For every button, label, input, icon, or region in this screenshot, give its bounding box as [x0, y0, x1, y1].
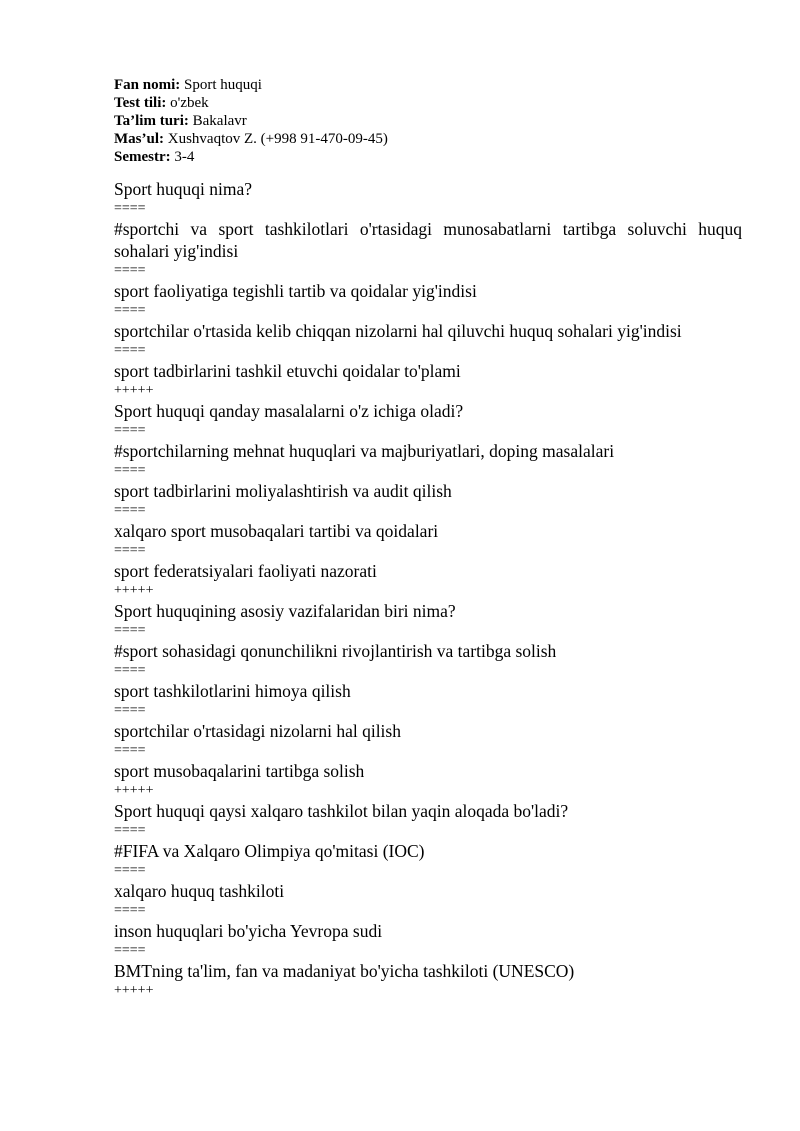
answer-option: xalqaro huquq tashkiloti	[114, 881, 285, 901]
test-questions	[114, 178, 742, 1000]
answer-option: inson huquqlari bo'yicha Yevropa sudi	[114, 921, 383, 941]
header-field-subject	[114, 76, 742, 94]
answer-separator: ====	[114, 743, 146, 758]
answer-option: sport tashkilotlarini himoya qilish	[114, 681, 351, 701]
question-separator: +++++	[114, 983, 154, 998]
answer-option: sport tadbirlarini moliyalashtirish va audit qilish	[114, 481, 452, 501]
header-field-responsible	[114, 130, 742, 148]
question-text: Sport huquqi qaysi xalqaro tashkilot bilan yaqin aloqada bo'ladi?	[114, 801, 569, 821]
answer-separator: ====	[114, 343, 146, 358]
answer-option: #sportchilarning mehnat huquqlari va majburiyatlari, doping masalalari	[114, 441, 615, 461]
question-text: Sport huquqining asosiy vazifalaridan biri nima?	[114, 601, 456, 621]
header-field-education-type	[114, 112, 742, 130]
answer-option: sport federatsiyalari faoliyati nazorati	[114, 561, 377, 581]
answer-option: sportchilar o'rtasidagi nizolarni hal qilish	[114, 721, 401, 741]
question-separator: +++++	[114, 583, 154, 598]
answer-option: #sportchi va sport tashkilotlari o'rtasidagi munosabatlarni tartibga soluvchi huquq sohalari yig'indisi	[114, 219, 742, 261]
question-block	[114, 400, 742, 600]
header-field-semester	[114, 148, 742, 166]
question-block	[114, 800, 742, 1000]
answer-option: #FIFA va Xalqaro Olimpiya qo'mitasi (IOC)	[114, 841, 425, 861]
answer-option: sport tadbirlarini tashkil etuvchi qoidalar to'plami	[114, 361, 461, 381]
answer-option: sport faoliyatiga tegishli tartib va qoidalar yig'indisi	[114, 281, 477, 301]
question-text: Sport huquqi qanday masalalarni o'z ichiga oladi?	[114, 401, 464, 421]
field-label: Ta’lim turi:	[114, 113, 189, 129]
field-label: Mas’ul:	[114, 131, 164, 147]
answer-option: sportchilar o'rtasida kelib chiqqan nizolarni hal qiluvchi huquq sohalari yig'indisi	[114, 321, 682, 341]
question-block	[114, 600, 742, 800]
question-separator: +++++	[114, 783, 154, 798]
question-separator: +++++	[114, 383, 154, 398]
answer-separator: ====	[114, 903, 146, 918]
answer-separator: ====	[114, 463, 146, 478]
answer-separator: ====	[114, 943, 146, 958]
field-value: 3-4	[174, 149, 195, 165]
answer-separator: ====	[114, 703, 146, 718]
answer-separator: ====	[114, 823, 146, 838]
field-value: o'zbek	[170, 95, 209, 111]
document-page	[114, 76, 742, 1000]
answer-separator: ====	[114, 623, 146, 638]
answer-option: xalqaro sport musobaqalari tartibi va qoidalari	[114, 521, 439, 541]
field-label: Fan nomi:	[114, 77, 181, 93]
header-field-language	[114, 94, 742, 112]
field-value: Xushvaqtov Z. (+998 91-470-09-45)	[167, 131, 388, 147]
answer-separator: ====	[114, 503, 146, 518]
question-text: Sport huquqi nima?	[114, 179, 253, 199]
answer-separator: ====	[114, 663, 146, 678]
field-value: Sport huquqi	[184, 77, 262, 93]
answer-separator: ====	[114, 303, 146, 318]
question-block	[114, 178, 742, 400]
answer-separator: ====	[114, 423, 146, 438]
field-label: Test tili:	[114, 95, 167, 111]
answer-option: #sport sohasidagi qonunchilikni rivojlantirish va tartibga solish	[114, 641, 557, 661]
document-header	[114, 76, 742, 166]
answer-separator: ====	[114, 201, 146, 216]
answer-separator: ====	[114, 863, 146, 878]
answer-option: sport musobaqalarini tartibga solish	[114, 761, 365, 781]
answer-separator: ====	[114, 543, 146, 558]
answer-separator: ====	[114, 263, 146, 278]
field-value: Bakalavr	[192, 113, 247, 129]
field-label: Semestr:	[114, 149, 171, 165]
answer-option: BMTning ta'lim, fan va madaniyat bo'yicha tashkiloti (UNESCO)	[114, 961, 575, 981]
